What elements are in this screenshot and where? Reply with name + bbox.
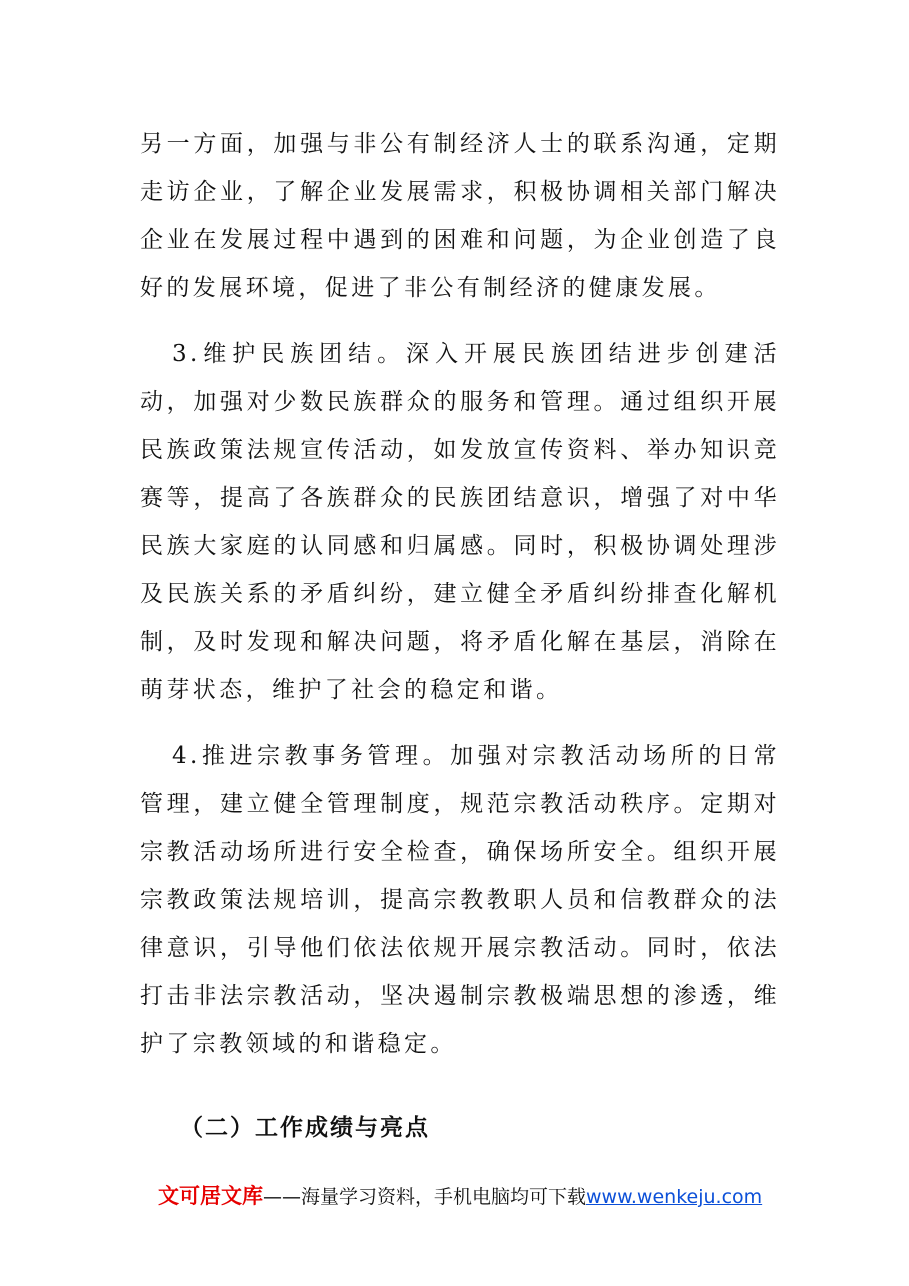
paragraph-gap — [140, 1068, 780, 1086]
footer-banner — [158, 1178, 818, 1214]
paragraph-gap — [140, 714, 780, 732]
footer-brand: 文可居文库 — [158, 1184, 263, 1208]
footer-website-link[interactable]: www.wenkeju.com — [586, 1186, 763, 1208]
section-heading: （二）工作成绩与亮点 — [180, 1115, 430, 1141]
paragraph-ethnic-unity: 3.维护民族团结。深入开展民族团结进步创建活动，加强对少数民族群众的服务和管理。通过组织开展民族政策法规宣传活动，如发放宣传资料、举办知识竞赛等，提高了各族群众的民族团结意识，增强了对中华民族大家庭的认同感和归属感。同时，积极协调处理涉及民族关系的矛盾纠纷，建立健全矛盾纠纷排查化解机制，及时发现和解决问题，将矛盾化解在基层，消除在萌芽状态，维护了社会的稳定和谐。 — [140, 341, 780, 703]
document-body — [140, 120, 780, 1152]
paragraph-nonpublic-economy: 另一方面，加强与非公有制经济人士的联系沟通，定期走访企业，了解企业发展需求，积极协调相关部门解决企业在发展过程中遇到的困难和问题，为企业创造了良好的发展环境，促进了非公有制经济的健康发展。 — [140, 131, 780, 301]
footer-slogan: ——海量学习资料，手机电脑均可下载 — [263, 1186, 587, 1208]
paragraph-gap — [140, 312, 780, 330]
paragraph-gap — [140, 1086, 780, 1104]
paragraph-religious-affairs: 4.推进宗教事务管理。加强对宗教活动场所的日常管理，建立健全管理制度，规范宗教活动秩序。定期对宗教活动场所进行安全检查，确保场所安全。组织开展宗教政策法规培训，提高宗教教职人员和信教群众的法律意识，引导他们依法依规开展宗教活动。同时，依法打击非法宗教活动，坚决遏制宗教极端思想的渗透，维护了宗教领域的和谐稳定。 — [140, 743, 780, 1057]
